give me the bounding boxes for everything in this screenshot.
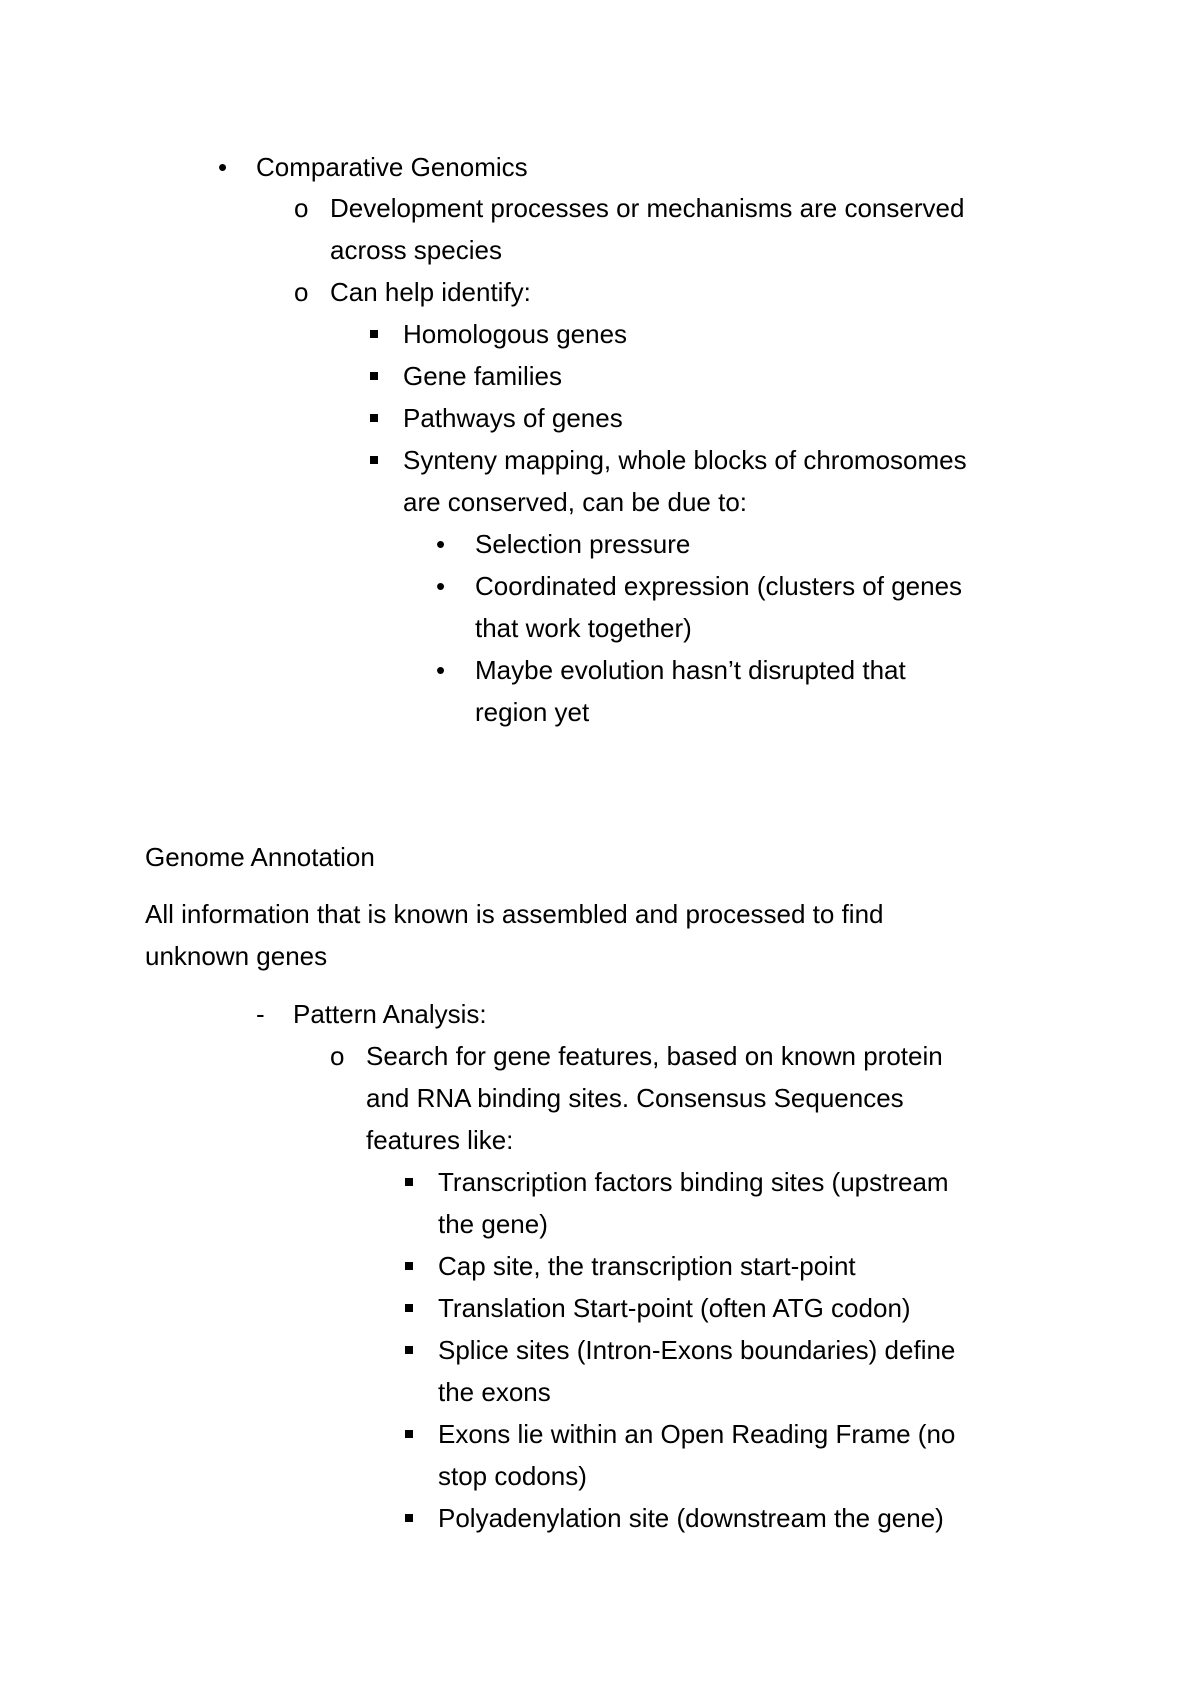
list-item-synteny-line1: Synteny mapping, whole blocks of chromosomes (403, 445, 967, 475)
square-bullet-icon (370, 414, 378, 422)
list-item-homologous-genes: Homologous genes (403, 319, 628, 349)
list-item-development-line2: across species (330, 235, 502, 265)
list-item-exons-orf-line1: Exons lie within an Open Reading Frame (no (438, 1419, 956, 1449)
square-bullet-icon (370, 372, 378, 380)
circle-bullet-icon: o (294, 193, 309, 223)
list-item-exons-orf-line2: stop codons) (438, 1461, 587, 1491)
list-item-development-line1: Development processes or mechanisms are conserved (330, 193, 965, 223)
list-item-tf-binding-line2: the gene) (438, 1209, 548, 1239)
section-heading-genome-annotation: Genome Annotation (145, 842, 375, 872)
list-item-synteny-line2: are conserved, can be due to: (403, 487, 748, 517)
list-item-polyadenylation: Polyadenylation site (downstream the gene) (438, 1503, 944, 1533)
bullet-icon: • (436, 655, 446, 685)
paragraph-line2: unknown genes (145, 941, 328, 971)
list-item-splice-sites-line2: the exons (438, 1377, 551, 1407)
circle-bullet-icon: o (330, 1041, 345, 1071)
list-item-maybe-evolution-line1: Maybe evolution hasn’t disrupted that (475, 655, 906, 685)
list-item-search-line2: and RNA binding sites. Consensus Sequences (366, 1083, 904, 1113)
square-bullet-icon (405, 1304, 413, 1312)
list-item-can-help-identify: Can help identify: (330, 277, 531, 307)
list-item-coordinated-line1: Coordinated expression (clusters of genes (475, 571, 963, 601)
dash-bullet-icon: - (256, 999, 265, 1029)
bullet-icon: • (436, 529, 446, 559)
square-bullet-icon (405, 1346, 413, 1354)
list-item-pattern-analysis: Pattern Analysis: (293, 999, 487, 1029)
square-bullet-icon (405, 1178, 413, 1186)
list-item-selection-pressure: Selection pressure (475, 529, 691, 559)
list-item-maybe-evolution-line2: region yet (475, 697, 590, 727)
square-bullet-icon (405, 1514, 413, 1522)
square-bullet-icon (370, 330, 378, 338)
square-bullet-icon (405, 1430, 413, 1438)
list-item-cap-site: Cap site, the transcription start-point (438, 1251, 856, 1281)
list-item-pathways: Pathways of genes (403, 403, 623, 433)
list-item-splice-sites-line1: Splice sites (Intron-Exons boundaries) define (438, 1335, 956, 1365)
list-item-search-line1: Search for gene features, based on known protein (366, 1041, 943, 1071)
bullet-icon: • (218, 152, 228, 182)
square-bullet-icon (370, 456, 378, 464)
section-title-comparative-genomics: Comparative Genomics (256, 152, 528, 182)
circle-bullet-icon: o (294, 277, 309, 307)
bullet-icon: • (436, 571, 446, 601)
square-bullet-icon (405, 1262, 413, 1270)
list-item-search-line3: features like: (366, 1125, 514, 1155)
list-item-tf-binding-line1: Transcription factors binding sites (upstream (438, 1167, 949, 1197)
list-item-gene-families: Gene families (403, 361, 562, 391)
list-item-translation-start: Translation Start-point (often ATG codon) (438, 1293, 911, 1323)
paragraph-line1: All information that is known is assembled and processed to find (145, 899, 884, 929)
list-item-coordinated-line2: that work together) (475, 613, 692, 643)
